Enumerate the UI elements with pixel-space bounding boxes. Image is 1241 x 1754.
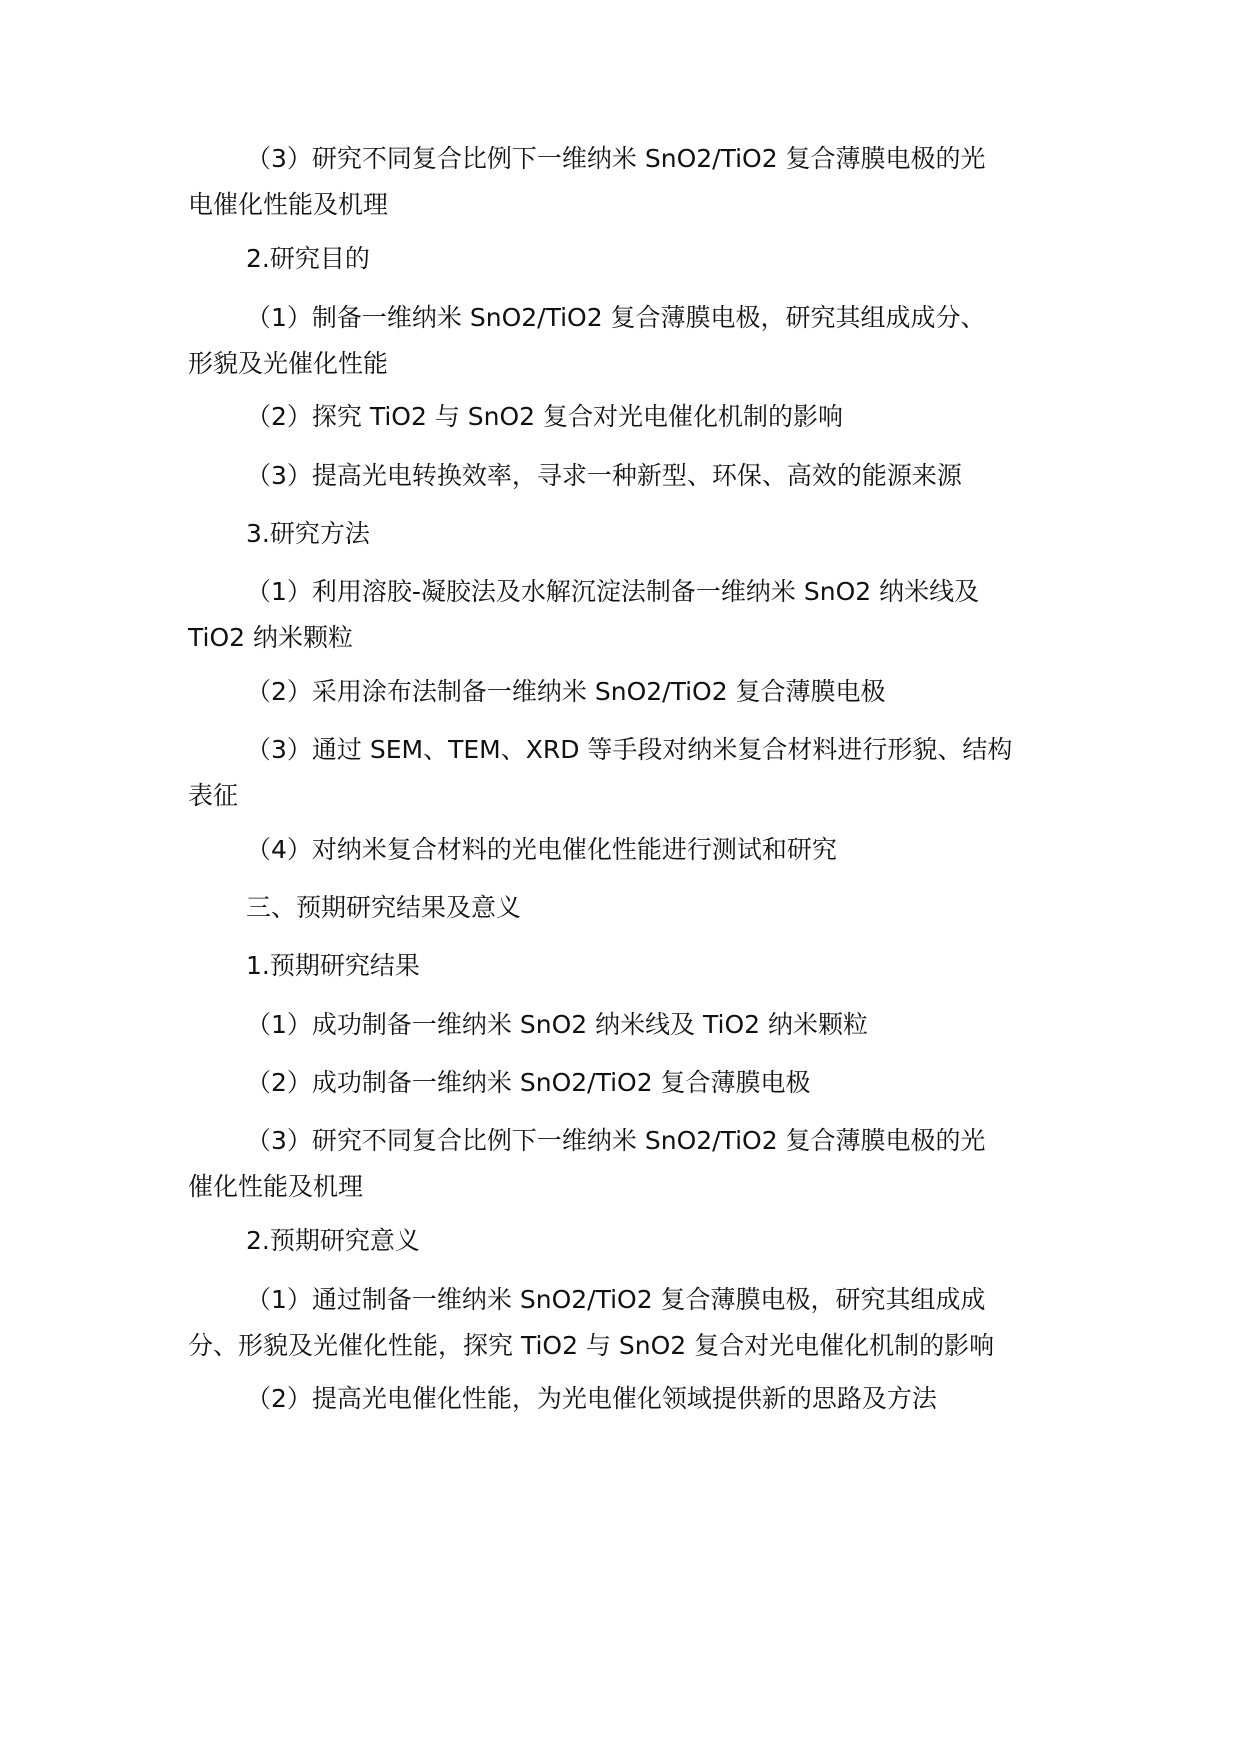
text-line: 形貌及光催化性能	[188, 349, 389, 378]
text-line: （1）通过制备一维纳米 SnO2/TiO2 复合薄膜电极，研究其组成成	[246, 1285, 986, 1314]
text-line: （2）采用涂布法制备一维纳米 SnO2/TiO2 复合薄膜电极	[246, 677, 886, 706]
heading-expected-significance	[188, 1218, 1068, 1264]
text-line: （3）提高光电转换效率，寻求一种新型、环保、高效的能源来源	[246, 461, 962, 490]
paragraph-significance-1	[188, 1277, 1068, 1369]
paragraph-purpose-3	[188, 453, 1068, 499]
paragraph-result-3	[188, 1118, 1068, 1210]
text-line: （3）研究不同复合比例下一维纳米 SnO2/TiO2 复合薄膜电极的光	[246, 144, 986, 173]
paragraph-method-1	[188, 569, 1068, 661]
paragraph-result-2	[188, 1060, 1068, 1106]
text-line: 电催化性能及机理	[188, 190, 389, 219]
text-line: （3）通过 SEM、TEM、XRD 等手段对纳米复合材料进行形貌、结构	[246, 735, 1013, 764]
paragraph-method-3	[188, 727, 1068, 819]
text-line: 分、形貌及光催化性能，探究 TiO2 与 SnO2 复合对光电催化机制的影响	[188, 1331, 995, 1360]
paragraph-method-4	[188, 827, 1068, 873]
text-line: （1）制备一维纳米 SnO2/TiO2 复合薄膜电极，研究其组成成分、	[246, 303, 986, 332]
paragraph-method-2	[188, 669, 1068, 715]
paragraph-research-content-3	[188, 136, 1068, 228]
heading-research-method	[188, 511, 1068, 557]
text-line: （1）成功制备一维纳米 SnO2 纳米线及 TiO2 纳米颗粒	[246, 1010, 869, 1039]
text-line: （3）研究不同复合比例下一维纳米 SnO2/TiO2 复合薄膜电极的光	[246, 1126, 986, 1155]
paragraph-significance-2	[188, 1376, 1068, 1422]
heading-research-purpose	[188, 236, 1068, 282]
paragraph-result-1	[188, 1002, 1068, 1048]
text-line: 1.预期研究结果	[246, 951, 420, 980]
text-line: （4）对纳米复合材料的光电催化性能进行测试和研究	[246, 835, 837, 864]
heading-expected-results-and-significance	[188, 885, 1068, 931]
text-line: （2）探究 TiO2 与 SnO2 复合对光电催化机制的影响	[246, 402, 844, 431]
text-line: （2）提高光电催化性能，为光电催化领域提供新的思路及方法	[246, 1384, 937, 1413]
text-line: TiO2 纳米颗粒	[188, 623, 353, 652]
heading-expected-results	[188, 943, 1068, 989]
paragraph-purpose-2	[188, 394, 1068, 440]
text-line: 2.研究目的	[246, 244, 370, 273]
text-line: 表征	[188, 781, 239, 810]
text-line: 2.预期研究意义	[246, 1226, 420, 1255]
text-line: 3.研究方法	[246, 519, 370, 548]
text-line: （1）利用溶胶-凝胶法及水解沉淀法制备一维纳米 SnO2 纳米线及	[246, 577, 980, 606]
paragraph-purpose-1	[188, 295, 1068, 387]
text-line: 三、预期研究结果及意义	[246, 893, 522, 922]
text-line: 催化性能及机理	[188, 1172, 364, 1201]
text-line: （2）成功制备一维纳米 SnO2/TiO2 复合薄膜电极	[246, 1068, 811, 1097]
